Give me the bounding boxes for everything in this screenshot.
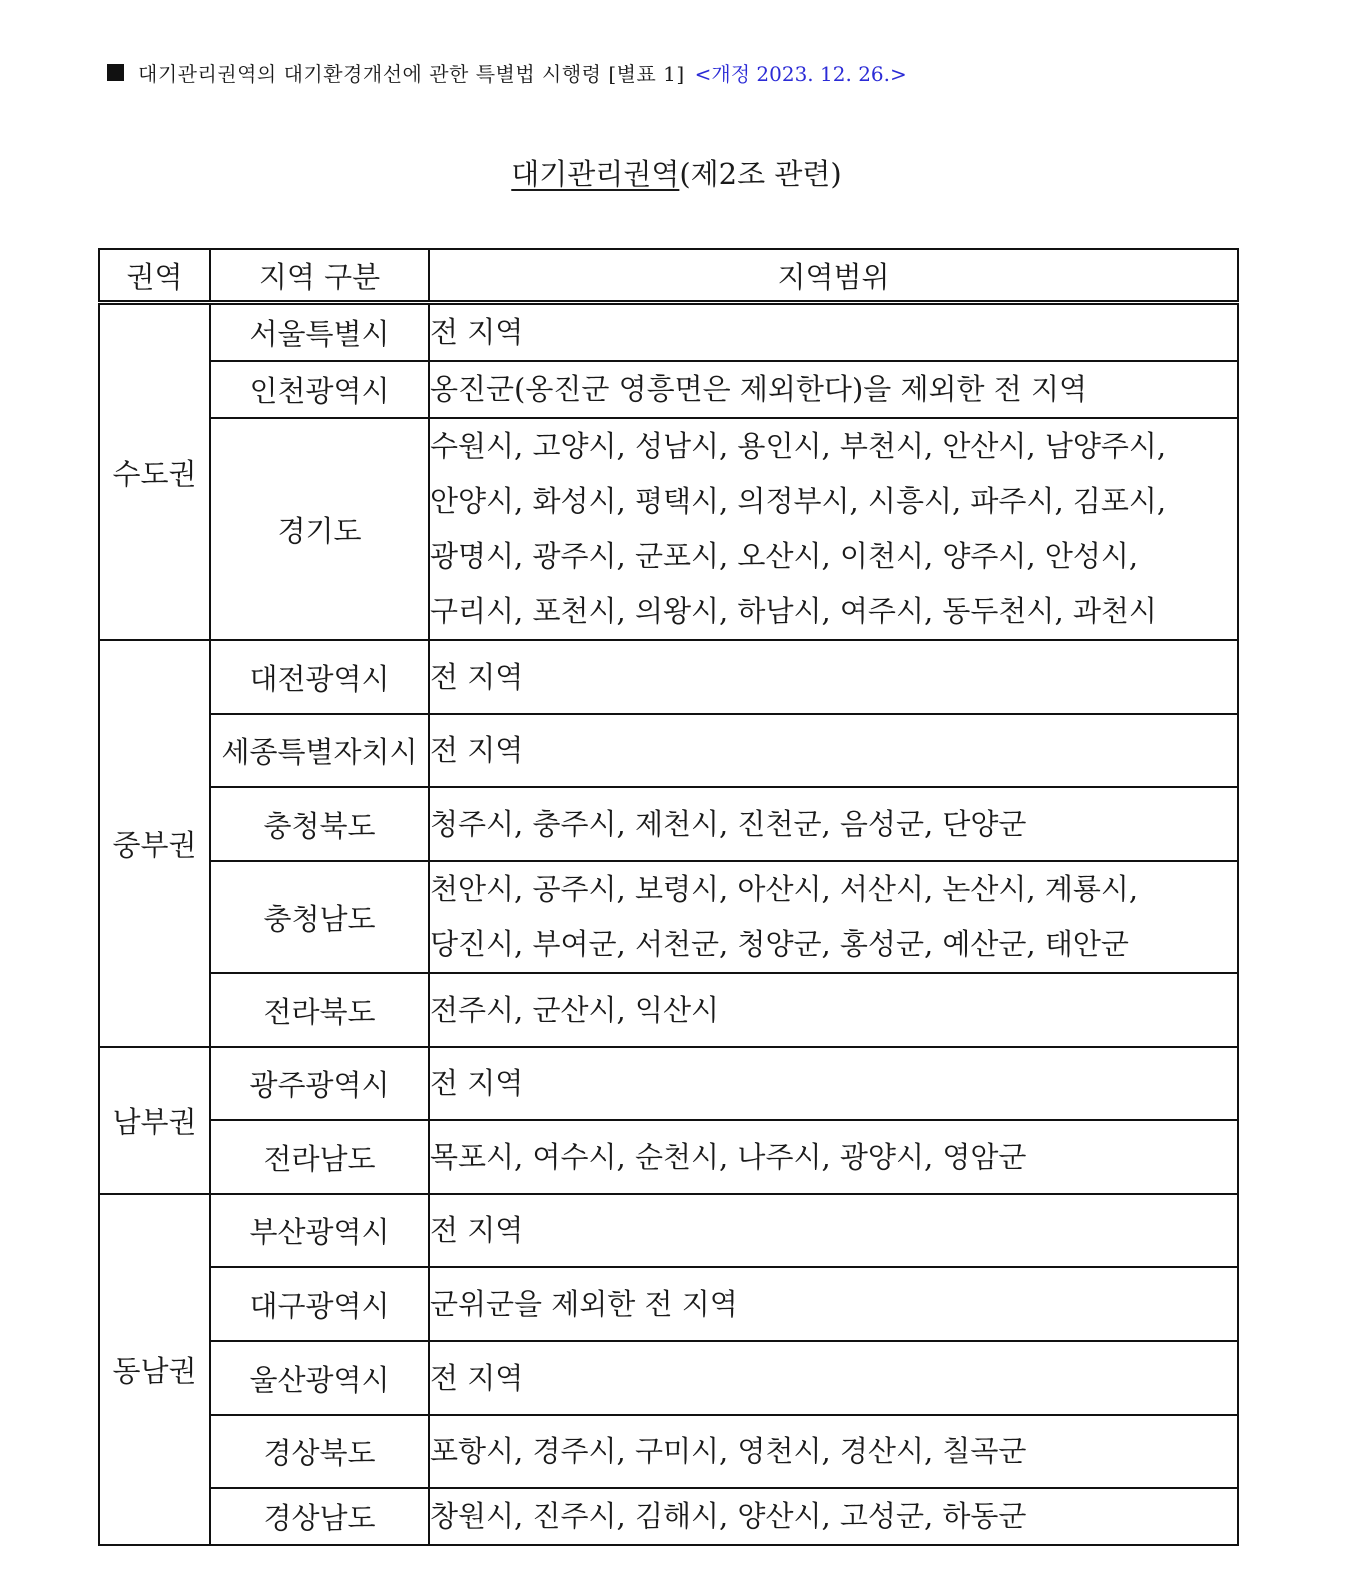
- table-row: [99, 1488, 1238, 1545]
- division-cell: 대구광역시: [210, 1267, 429, 1341]
- range-line: 천안시, 공주시, 보령시, 아산시, 서산시, 논산시, 계룡시,: [430, 872, 1139, 906]
- area-cell: 동남권: [99, 1194, 210, 1545]
- table-row: [99, 714, 1238, 787]
- range-line: 전 지역: [430, 1213, 524, 1247]
- header-text: 대기관리권역의 대기환경개선에 관한 특별법 시행령 [별표 1]: [138, 62, 685, 86]
- range-line: 수원시, 고양시, 성남시, 용인시, 부천시, 안산시, 남양주시,: [430, 429, 1167, 463]
- range-line: 목포시, 여수시, 순천시, 나주시, 광양시, 영암군: [430, 1139, 1027, 1174]
- area-cell: 남부권: [99, 1047, 210, 1194]
- division-cell: 경기도: [210, 418, 429, 640]
- range-cell: [429, 1194, 1238, 1267]
- header-area: 권역: [99, 249, 210, 303]
- range-cell: [429, 1267, 1238, 1341]
- table-row: [99, 973, 1238, 1047]
- header-line: [107, 58, 907, 87]
- division-cell: 광주광역시: [210, 1047, 429, 1120]
- range-line: 전 지역: [430, 733, 524, 767]
- range-line: 전 지역: [430, 1066, 524, 1100]
- range-cell: [429, 418, 1238, 640]
- range-line: 당진시, 부여군, 서천군, 청양군, 홍성군, 예산군, 태안군: [430, 927, 1129, 961]
- range-line: 전 지역: [430, 315, 524, 349]
- table-row: [99, 1415, 1238, 1488]
- range-line: 전 지역: [430, 659, 524, 694]
- range-line: 안양시, 화성시, 평택시, 의정부시, 시흥시, 파주시, 김포시,: [430, 484, 1167, 518]
- division-cell: 충청북도: [210, 787, 429, 861]
- table-row: [99, 1194, 1238, 1267]
- table-row: [99, 861, 1238, 973]
- range-line: 전 지역: [430, 1360, 524, 1395]
- range-cell: [429, 1488, 1238, 1545]
- division-cell: 울산광역시: [210, 1341, 429, 1415]
- range-cell: [429, 361, 1238, 418]
- range-line: 광명시, 광주시, 군포시, 오산시, 이천시, 양주시, 안성시,: [430, 539, 1139, 573]
- division-cell: 충청남도: [210, 861, 429, 973]
- division-cell: 전라북도: [210, 973, 429, 1047]
- title-main: 대기관리권역: [511, 157, 680, 191]
- table-row: [99, 1267, 1238, 1341]
- division-cell: 부산광역시: [210, 1194, 429, 1267]
- table-row: [99, 640, 1238, 714]
- table-row: [99, 1341, 1238, 1415]
- division-cell: 서울특별시: [210, 303, 429, 362]
- range-line: 창원시, 진주시, 김해시, 양산시, 고성군, 하동군: [430, 1499, 1027, 1533]
- table-row: [99, 303, 1238, 362]
- table-row: [99, 787, 1238, 861]
- range-cell: [429, 1120, 1238, 1194]
- table-row: [99, 1047, 1238, 1120]
- header-range: 지역범위: [429, 249, 1238, 303]
- division-cell: 세종특별자치시: [210, 714, 429, 787]
- table-header-row: [99, 249, 1238, 303]
- range-cell: [429, 1047, 1238, 1120]
- range-cell: [429, 861, 1238, 973]
- table-row: [99, 418, 1238, 640]
- range-cell: [429, 1415, 1238, 1488]
- range-line: 전주시, 군산시, 익산시: [430, 992, 719, 1027]
- division-cell: 대전광역시: [210, 640, 429, 714]
- range-cell: [429, 303, 1238, 362]
- range-cell: [429, 640, 1238, 714]
- area-cell: 중부권: [99, 640, 210, 1047]
- range-line: 구리시, 포천시, 의왕시, 하남시, 여주시, 동두천시, 과천시: [430, 594, 1157, 628]
- title-suffix: (제2조 관련): [679, 157, 842, 191]
- range-cell: [429, 714, 1238, 787]
- region-table: [98, 248, 1239, 1546]
- range-cell: [429, 1341, 1238, 1415]
- range-line: 포항시, 경주시, 구미시, 영천시, 경산시, 칠곡군: [430, 1434, 1027, 1468]
- range-cell: [429, 787, 1238, 861]
- division-cell: 인천광역시: [210, 361, 429, 418]
- division-cell: 전라남도: [210, 1120, 429, 1194]
- division-cell: 경상남도: [210, 1488, 429, 1545]
- range-line: 청주시, 충주시, 제천시, 진천군, 음성군, 단양군: [430, 806, 1027, 841]
- division-cell: 경상북도: [210, 1415, 429, 1488]
- area-cell: 수도권: [99, 303, 210, 641]
- range-cell: [429, 973, 1238, 1047]
- range-line: 군위군을 제외한 전 지역: [430, 1286, 738, 1321]
- document-title: [0, 152, 1353, 193]
- range-line: 옹진군(옹진군 영흥면은 제외한다)을 제외한 전 지역: [430, 372, 1088, 406]
- table-row: [99, 1120, 1238, 1194]
- table-row: [99, 361, 1238, 418]
- black-square-icon: [107, 64, 124, 81]
- amendment-note: <개정 2023. 12. 26.>: [694, 62, 907, 86]
- header-division: 지역 구분: [210, 249, 429, 303]
